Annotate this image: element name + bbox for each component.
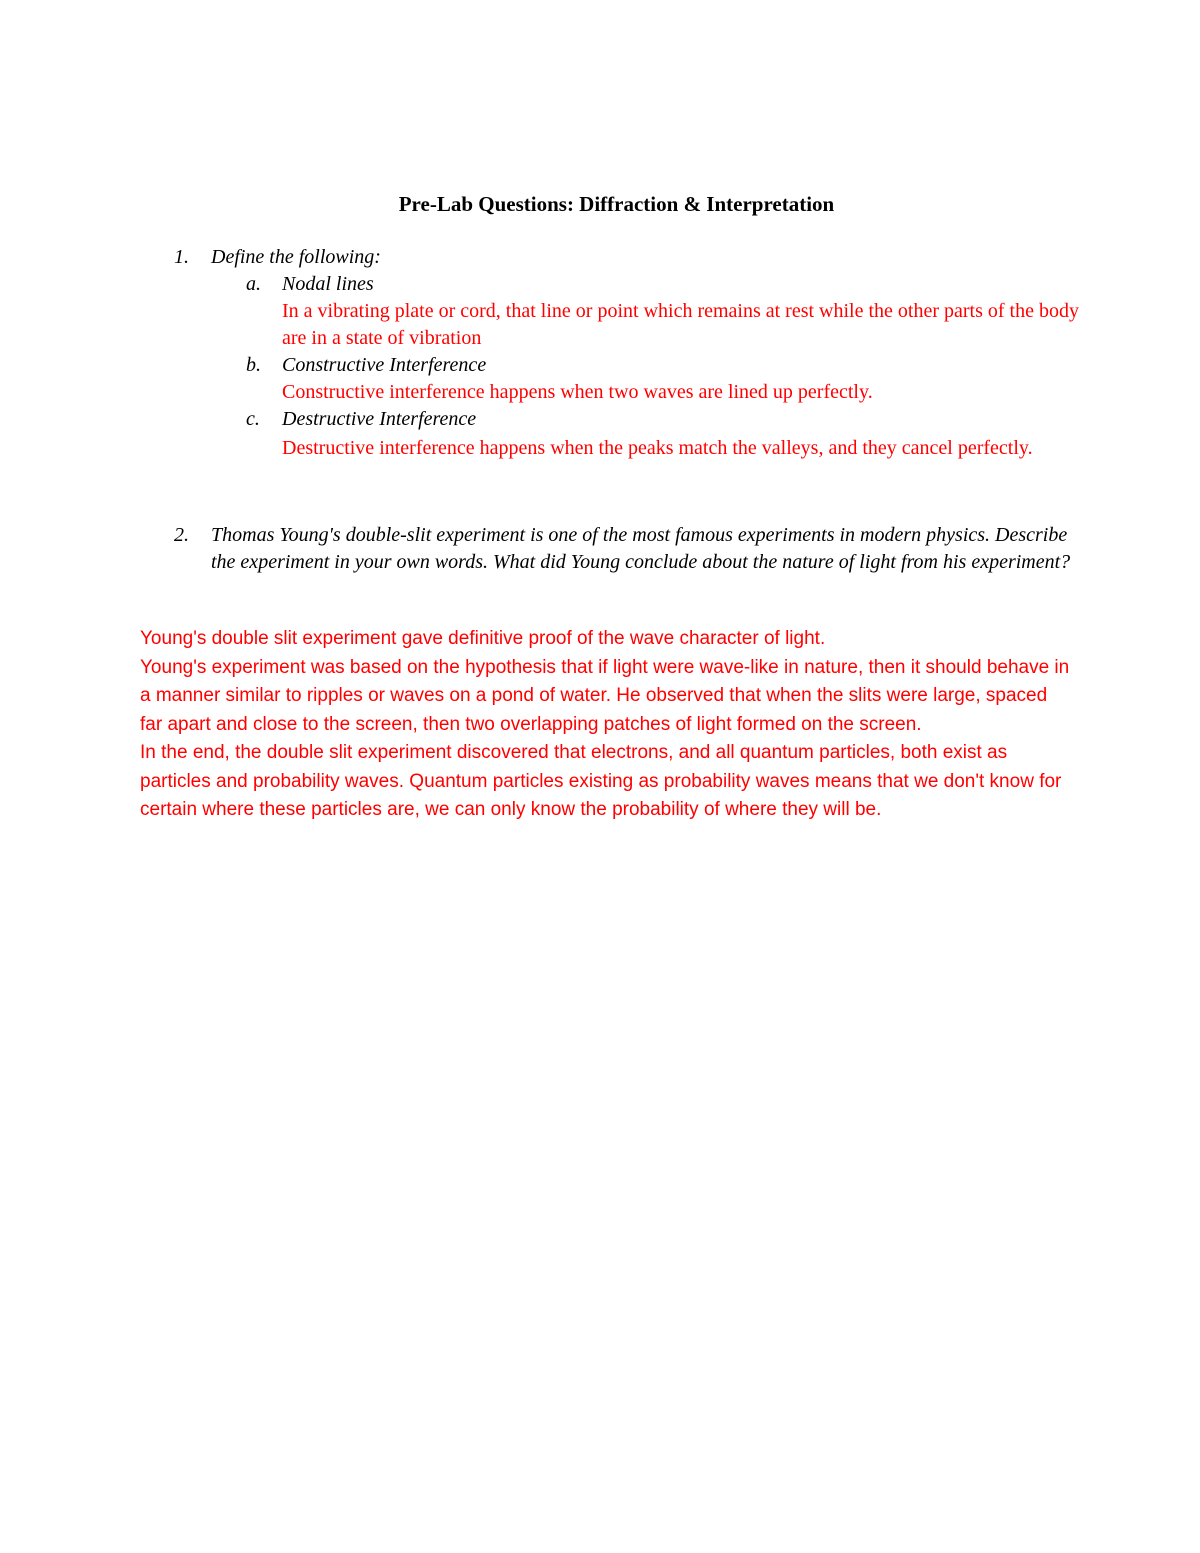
answer-paragraph: In the end, the double slit experiment discovered that electrons, and all quantum particles, both exist as particles and probability waves. Quantum particles existing as probability waves means that we don't know for certain where these particles are, we can only know the probability of where they will be. — [140, 742, 1062, 820]
question-2-answer — [140, 625, 1070, 825]
item-a-letter: a. — [246, 273, 261, 295]
item-c-answer: Destructive interference happens when the peaks match the valleys, and they cancel perfectly. — [282, 437, 1033, 459]
item-c-term: Destructive Interference — [282, 408, 477, 430]
item-b-term: Constructive Interference — [282, 354, 487, 376]
page-title: Pre-Lab Questions: Diffraction & Interpretation — [398, 192, 835, 216]
answer-paragraph: Young's experiment was based on the hypothesis that if light were wave-like in nature, then it should behave in a manner similar to ripples or waves on a pond of water. He observed that when the slits were large, spaced far apart and close to the screen, then two overlapping patches of light formed on the screen. — [140, 656, 1070, 735]
item-c-letter: c. — [246, 408, 260, 430]
item-a-answer: In a vibrating plate or cord, that line or point which remains at rest while the other parts of the body are in a state of vibration — [282, 300, 1079, 349]
item-b-letter: b. — [246, 354, 261, 376]
item-a-term: Nodal lines — [282, 273, 374, 295]
question-2-number: 2. — [174, 524, 189, 546]
item-b-answer: Constructive interference happens when two waves are lined up perfectly. — [282, 381, 873, 403]
question-1-prompt: Define the following: — [211, 246, 381, 268]
answer-paragraph: Young's double slit experiment gave definitive proof of the wave character of light. — [140, 628, 826, 649]
question-1-number: 1. — [174, 246, 189, 268]
question-2-prompt: Thomas Young's double-slit experiment is one of the most famous experiments in modern physics. Describe the experiment in your own words. What did Young conclude about the nature of light from his experiment? — [211, 524, 1071, 573]
